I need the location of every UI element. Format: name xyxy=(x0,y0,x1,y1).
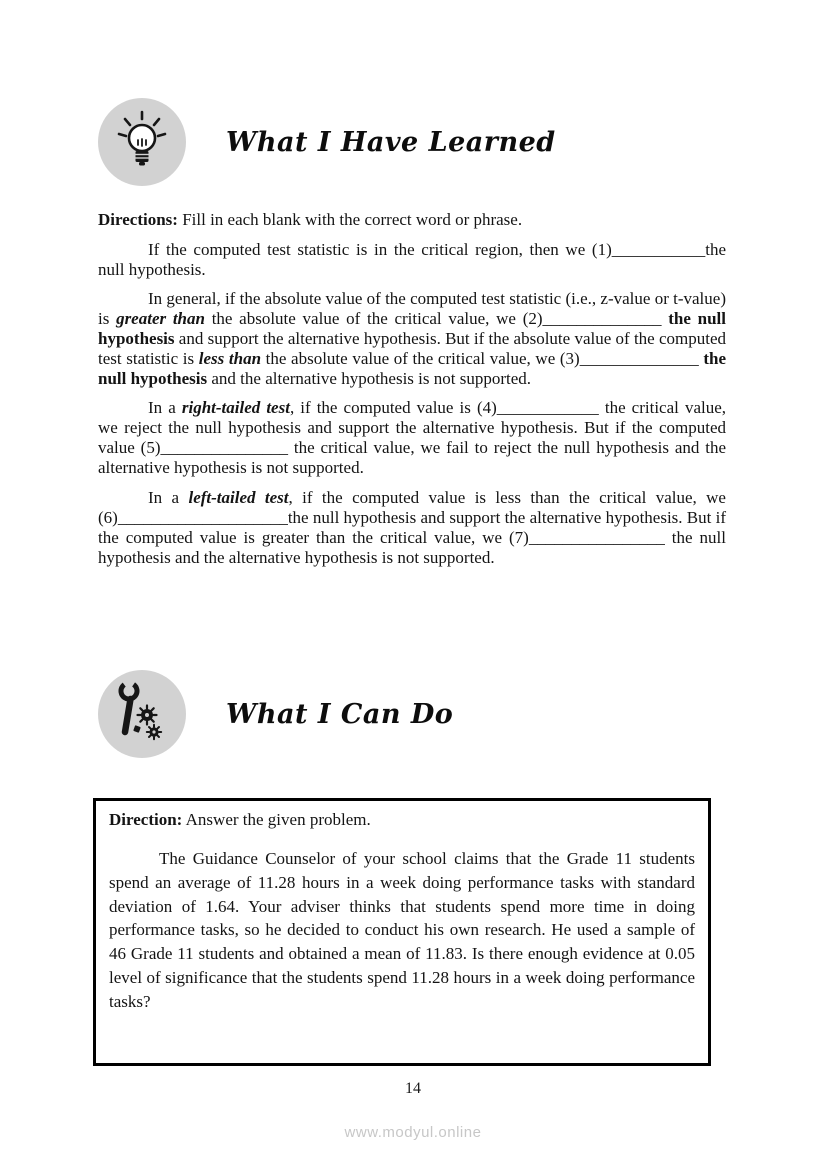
text-segment: , if the computed value is less than the critical value, we (6)____________________the null hypothesis and support the alternative hypothesis. But if the computed value is greater than the critical value, we (7)________________ the null hypothesis and the alternative hypothesis is not supported. xyxy=(98,487,726,567)
learned-title: What I Have Learned xyxy=(226,126,556,158)
emphasis-text: right-tailed test xyxy=(181,398,290,418)
text-segment: If the computed test statistic is in the critical region, then we (1)___________the null hypothesis. xyxy=(98,240,726,280)
problem-direction-text: Answer the given problem. xyxy=(182,810,371,829)
wrench-gears-icon xyxy=(98,670,186,758)
emphasis-text: greater than xyxy=(116,309,205,329)
emphasis-text: less than xyxy=(198,349,262,369)
wrench-gears-icon-svg xyxy=(98,670,186,758)
cando-title: What I Can Do xyxy=(226,698,454,730)
emphasis-text: the null hypothesis xyxy=(98,309,726,349)
watermark: www.modyul.online xyxy=(344,1124,482,1141)
text-segment: and the alternative hypothesis is not supported. xyxy=(207,369,532,389)
text-segment: In a xyxy=(148,487,189,507)
lightbulb-icon xyxy=(98,98,186,186)
cando-section-header xyxy=(98,670,453,758)
directions-text: Fill in each blank with the correct word or phrase. xyxy=(177,210,523,229)
problem-box xyxy=(93,798,711,1066)
page-number: 14 xyxy=(405,1080,421,1097)
text-segment: In a xyxy=(148,398,182,418)
emphasis-text: left-tailed test xyxy=(188,487,289,507)
text-segment: In general, if the absolute value of the computed test statistic (i.e., z-value or t-value) is xyxy=(98,289,726,329)
problem-direction-line xyxy=(109,809,695,831)
paragraph xyxy=(98,488,726,568)
text-segment: , if the computed value is (4)____________ the critical value, we reject the null hypothesis and support the alternative hypothesis. But if the computed value (5)_______________ the critical value, we fail to reject the null hypothesis and the alternative hypothesis is not supported. xyxy=(98,398,727,478)
text-segment: the absolute value of the critical value, we (3)______________ xyxy=(261,349,704,369)
learned-section-header xyxy=(98,98,556,186)
text-segment: and support the alternative hypothesis. But if the absolute value of the computed test statistic is xyxy=(98,329,726,369)
paragraph xyxy=(98,289,726,389)
paragraph xyxy=(98,398,726,478)
emphasis-text: the null hypothesis xyxy=(98,349,726,389)
problem-direction-label: Direction: xyxy=(109,810,183,829)
text-segment: the absolute value of the critical value, we (2)______________ xyxy=(204,309,669,329)
learned-paragraphs xyxy=(98,240,726,577)
problem-text: The Guidance Counselor of your school claims that the Grade 11 students spend an average of 11.28 hours in a week doing performance tasks with standard deviation of 1.64. Your adviser thinks that students spend more time in doing performance tasks, so he decided to conduct his own research. He used a sample of 46 Grade 11 students and obtained a mean of 11.83. Is there enough evidence at 0.05 level of significance that the students spend 11.28 hours in a week doing performance tasks? xyxy=(109,849,695,1011)
lightbulb-icon-svg xyxy=(98,98,186,186)
directions-label: Directions: xyxy=(98,210,178,229)
directions-line xyxy=(98,210,726,230)
paragraph xyxy=(98,240,726,280)
